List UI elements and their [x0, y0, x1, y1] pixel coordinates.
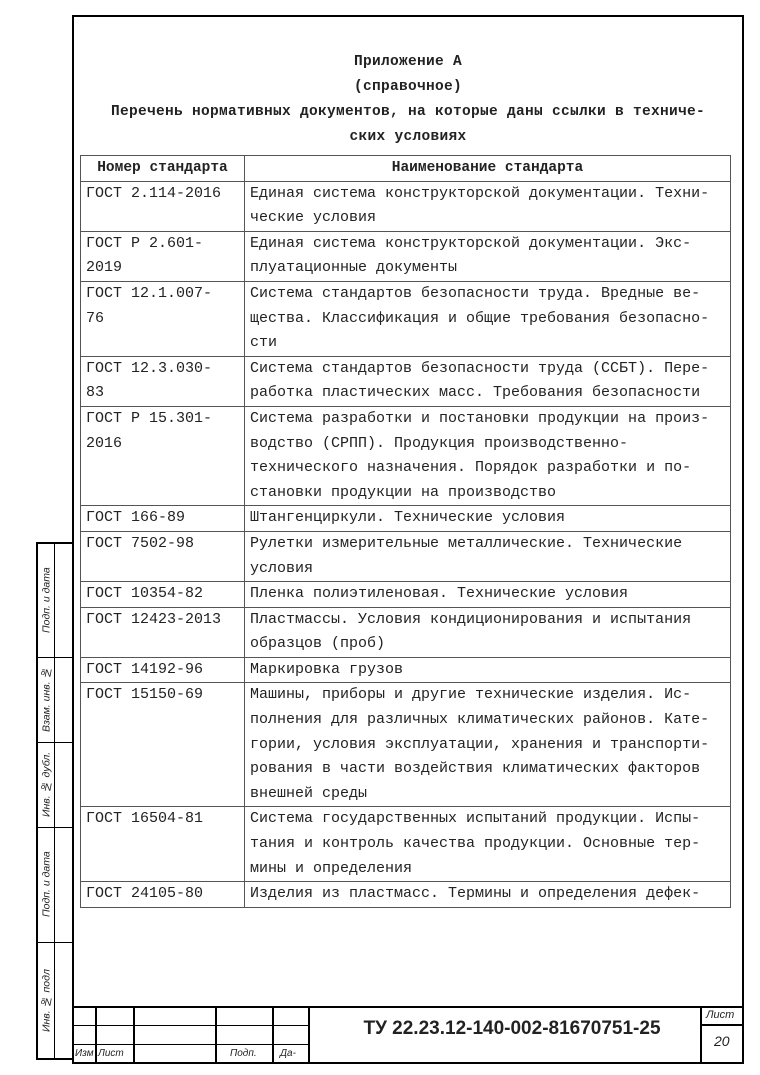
table-row	[81, 582, 731, 608]
appendix-subtitle: (справочное)	[353, 79, 463, 95]
standard-name: Пленка полиэтиленовая. Технические условия	[245, 582, 731, 608]
standard-number: ГОСТ Р 2.601- 2019	[81, 231, 245, 281]
appendix-caption-line1: Перечень нормативных документов, на которые даны ссылки в техниче-	[110, 104, 706, 120]
standards-table	[80, 155, 731, 908]
table-row	[81, 657, 731, 683]
standard-name: Машины, приборы и другие технические изделия. Ис- полнения для различных климатических районов. Кате- гории, условия эксплуатации, хранения и транспорти- рования в части воздействия климатических факторов внешней среды	[245, 683, 731, 807]
stamp-label: Взам. инв. №	[40, 666, 53, 733]
table-row	[81, 181, 731, 231]
table-row	[81, 882, 731, 908]
standard-number: ГОСТ 2.114-2016	[81, 181, 245, 231]
standard-name: Система разработки и постановки продукции на произ- водство (СРПП). Продукция производственно- технического назначения. Порядок разработки и по- становки продукции на производство	[245, 406, 731, 505]
sheet-label: Лист	[706, 1009, 735, 1021]
document-number: ТУ 22.23.12-140-002-81670751-25	[363, 1018, 661, 1039]
standard-number: ГОСТ 24105-80	[81, 882, 245, 908]
standard-number: ГОСТ 166-89	[81, 506, 245, 532]
appendix-title: Приложение А	[353, 54, 463, 70]
standard-number: ГОСТ 14192-96	[81, 657, 245, 683]
table-row	[81, 531, 731, 581]
standard-number: ГОСТ 16504-81	[81, 807, 245, 882]
table-row	[81, 231, 731, 281]
stamp-label: Инв. № подл	[40, 969, 53, 1033]
table-header	[81, 156, 731, 182]
table-row	[81, 683, 731, 807]
stamp-label: Инв. № дубл.	[40, 751, 53, 818]
standard-number: ГОСТ 12423-2013	[81, 607, 245, 657]
side-stamp	[36, 542, 72, 1060]
sheet-number: 20	[714, 1033, 730, 1049]
column-header-number: Номер стандарта	[81, 156, 245, 182]
table-row	[81, 281, 731, 356]
standard-name: Маркировка грузов	[245, 657, 731, 683]
standard-name: Система стандартов безопасности труда (ССБТ). Пере- работка пластических масс. Требования безопасности	[245, 356, 731, 406]
standard-name: Единая система конструкторской документации. Экс- плуатационные документы	[245, 231, 731, 281]
label-list: Лист	[98, 1048, 124, 1059]
standard-name: Единая система конструкторской документации. Техни- ческие условия	[245, 181, 731, 231]
standard-name: Рулетки измерительные металлические. Технические условия	[245, 531, 731, 581]
label-data: Да-	[280, 1048, 296, 1059]
standard-number: ГОСТ 12.3.030- 83	[81, 356, 245, 406]
standard-name: Изделия из пластмасс. Термины и определения дефек-	[245, 882, 731, 908]
standard-name: Пластмассы. Условия кондиционирования и испытания образцов (проб)	[245, 607, 731, 657]
label-podp: Подп.	[230, 1048, 257, 1059]
standard-name: Система стандартов безопасности труда. Вредные ве- щества. Классификация и общие требования безопасно- сти	[245, 281, 731, 356]
label-izm: Изм	[75, 1048, 94, 1059]
table-row	[81, 356, 731, 406]
table-row	[81, 807, 731, 882]
appendix-caption-line2: ских условиях	[349, 129, 467, 145]
standard-name: Штангенциркули. Технические условия	[245, 506, 731, 532]
standard-number: ГОСТ 10354-82	[81, 582, 245, 608]
standard-number: ГОСТ 15150-69	[81, 683, 245, 807]
stamp-label: Подп. и дата	[40, 567, 53, 634]
stamp-label: Подп. и дата	[40, 851, 53, 918]
table-row	[81, 506, 731, 532]
table-row	[81, 607, 731, 657]
standard-name: Система государственных испытаний продукции. Испы- тания и контроль качества продукции. Основные тер- мины и определения	[245, 807, 731, 882]
standard-number: ГОСТ 7502-98	[81, 531, 245, 581]
standard-number: ГОСТ 12.1.007- 76	[81, 281, 245, 356]
title-block	[72, 1006, 742, 1062]
column-header-name: Наименование стандарта	[245, 156, 731, 182]
standard-number: ГОСТ Р 15.301- 2016	[81, 406, 245, 505]
table-row	[81, 406, 731, 505]
